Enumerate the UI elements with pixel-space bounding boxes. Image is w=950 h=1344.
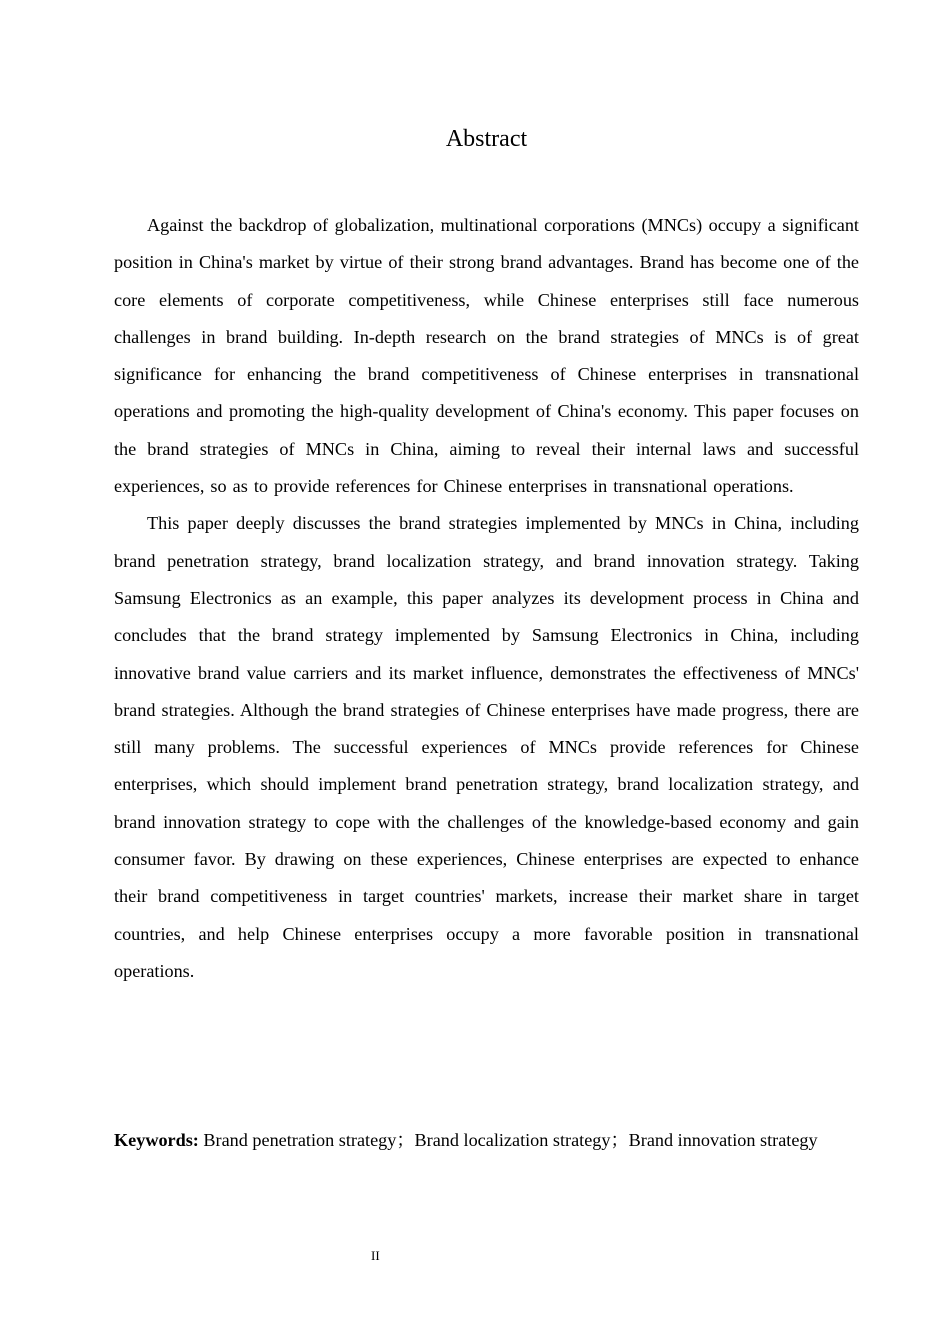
keywords-line: [114, 1128, 859, 1153]
keywords-label: Keywords:: [114, 1130, 199, 1150]
keywords-text: Brand penetration strategy；Brand localization strategy；Brand innovation strategy: [203, 1130, 818, 1150]
abstract-paragraph-1: Against the backdrop of globalization, multinational corporations (MNCs) occupy a significant position in China's market by virtue of their strong brand advantages. Brand has become one of the core elements of corporate competitiveness, while Chinese enterprises still face numerous challenges in brand building. In-depth research on the brand strategies of MNCs is of great significance for enhancing the brand competitiveness of Chinese enterprises in transnational operations and promoting the high-quality development of China's economy. This paper focuses on the brand strategies of MNCs in China, aiming to reveal their internal laws and successful experiences, so as to provide references for Chinese enterprises in transnational operations.: [114, 215, 859, 497]
page-number: II: [371, 1248, 380, 1263]
abstract-title: Abstract: [445, 126, 528, 152]
abstract-body: [114, 207, 859, 990]
abstract-paragraph-2: This paper deeply discusses the brand strategies implemented by MNCs in China, including brand penetration strategy, brand localization strategy, and brand innovation strategy. Taking Samsung Electronics as an example, this paper analyzes its development process in China and concludes that the brand strategy implemented by Samsung Electronics in China, including innovative brand value carriers and its market influence, demonstrates the effectiveness of MNCs' brand strategies. Although the brand strategies of Chinese enterprises have made progress, there are still many problems. The successful experiences of MNCs provide references for Chinese enterprises, which should implement brand penetration strategy, brand localization strategy, and brand innovation strategy to cope with the challenges of the knowledge-based economy and gain consumer favor. By drawing on these experiences, Chinese enterprises are expected to enhance their brand competitiveness in target countries' markets, increase their market share in target countries, and help Chinese enterprises occupy a more favorable position in transnational operations.: [114, 513, 859, 981]
